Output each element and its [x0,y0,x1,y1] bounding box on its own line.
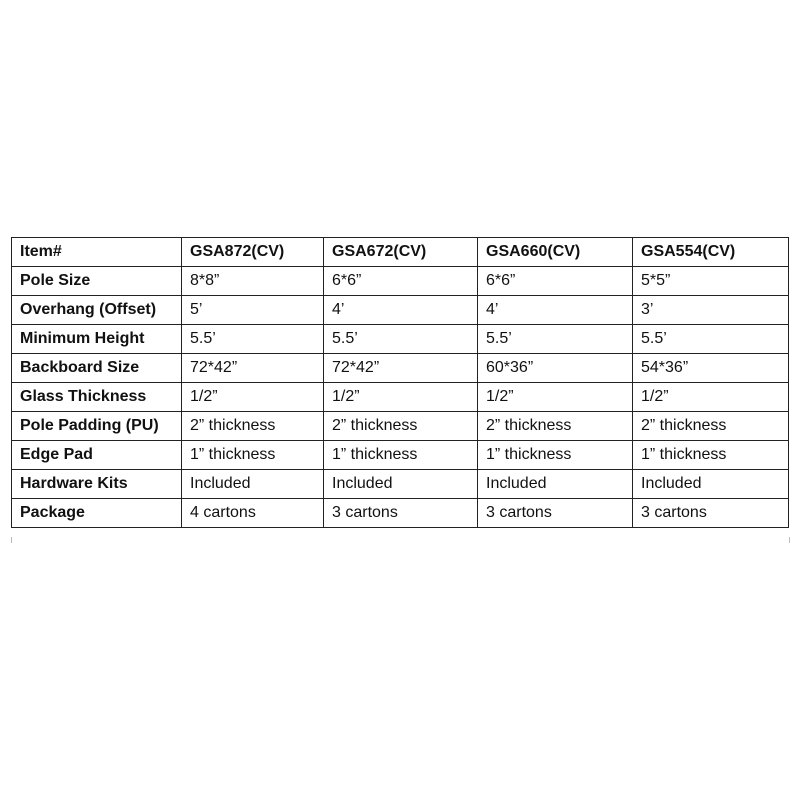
table-cell: 5*5” [633,267,789,296]
table-cell: 1” thickness [182,441,324,470]
row-label: Package [12,499,182,528]
table-row [12,412,789,441]
table-cell: 1/2” [182,383,324,412]
table-cell: Included [324,470,478,499]
table-cell: 5.5’ [182,325,324,354]
row-label: Minimum Height [12,325,182,354]
table-bottom-edge [11,537,790,543]
table-cell: 60*36” [478,354,633,383]
table-row [12,441,789,470]
table-row [12,325,789,354]
header-cell-item: Item# [12,238,182,267]
table-cell: 6*6” [478,267,633,296]
table-cell: 4’ [324,296,478,325]
table-cell: 2” thickness [182,412,324,441]
row-label: Pole Size [12,267,182,296]
table-row [12,383,789,412]
table-cell: 3’ [633,296,789,325]
header-cell-model: GSA672(CV) [324,238,478,267]
table-row [12,499,789,528]
table-cell: 3 cartons [324,499,478,528]
table-cell: Included [478,470,633,499]
table-cell: 3 cartons [478,499,633,528]
table-cell: 72*42” [324,354,478,383]
table-cell: 8*8” [182,267,324,296]
table-cell: 2” thickness [478,412,633,441]
row-label: Pole Padding (PU) [12,412,182,441]
table-cell: 4 cartons [182,499,324,528]
table-cell: 1” thickness [633,441,789,470]
table-cell: 6*6” [324,267,478,296]
table-cell: 2” thickness [324,412,478,441]
table-cell: 5’ [182,296,324,325]
table-cell: 72*42” [182,354,324,383]
table-header-row [12,238,789,267]
table-cell: 1” thickness [324,441,478,470]
row-label: Hardware Kits [12,470,182,499]
row-label: Glass Thickness [12,383,182,412]
table-cell: 5.5’ [633,325,789,354]
table-row [12,296,789,325]
row-label: Backboard Size [12,354,182,383]
table-cell: 1/2” [633,383,789,412]
table-cell: 5.5’ [324,325,478,354]
table-cell: Included [182,470,324,499]
table-cell: 54*36” [633,354,789,383]
header-cell-model: GSA660(CV) [478,238,633,267]
row-label: Overhang (Offset) [12,296,182,325]
table-cell: 1/2” [478,383,633,412]
header-cell-model: GSA872(CV) [182,238,324,267]
table-cell: 5.5’ [478,325,633,354]
row-label: Edge Pad [12,441,182,470]
table-cell: 4’ [478,296,633,325]
table-cell: 3 cartons [633,499,789,528]
table-cell: 1” thickness [478,441,633,470]
table-cell: Included [633,470,789,499]
spec-table [11,237,789,528]
table-row [12,354,789,383]
table-row [12,267,789,296]
table-cell: 2” thickness [633,412,789,441]
header-cell-model: GSA554(CV) [633,238,789,267]
table-row [12,470,789,499]
table-cell: 1/2” [324,383,478,412]
